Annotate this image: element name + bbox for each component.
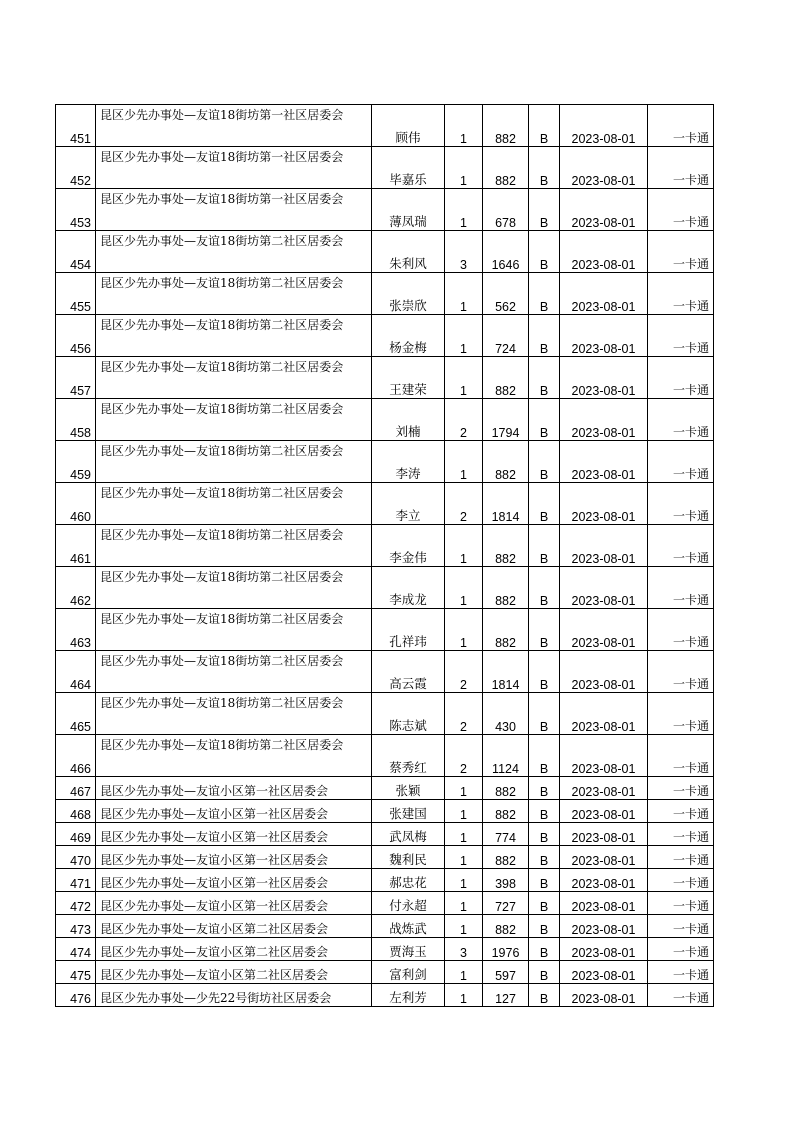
payment-method-cell: 一卡通: [648, 651, 714, 693]
name-cell: 毕嘉乐: [372, 147, 445, 189]
name-cell: 李金伟: [372, 525, 445, 567]
row-number-cell: 472: [56, 892, 96, 915]
payment-method-cell: 一卡通: [648, 823, 714, 846]
date-cell: 2023-08-01: [560, 800, 648, 823]
name-cell: 张崇欣: [372, 273, 445, 315]
payment-method-cell: 一卡通: [648, 800, 714, 823]
date-cell: 2023-08-01: [560, 273, 648, 315]
category-cell: B: [529, 525, 560, 567]
row-number-cell: 463: [56, 609, 96, 651]
date-cell: 2023-08-01: [560, 938, 648, 961]
row-number-cell: 465: [56, 693, 96, 735]
row-number-cell: 464: [56, 651, 96, 693]
payment-method-cell: 一卡通: [648, 483, 714, 525]
date-cell: 2023-08-01: [560, 651, 648, 693]
household-count-cell: 1: [445, 567, 483, 609]
category-cell: B: [529, 915, 560, 938]
row-number-cell: 454: [56, 231, 96, 273]
organization-cell: 昆区少先办事处—友谊小区第二社区居委会: [96, 938, 372, 961]
row-number-cell: 455: [56, 273, 96, 315]
payment-method-cell: 一卡通: [648, 735, 714, 777]
row-number-cell: 460: [56, 483, 96, 525]
payment-method-cell: 一卡通: [648, 441, 714, 483]
household-count-cell: 2: [445, 693, 483, 735]
category-cell: B: [529, 483, 560, 525]
organization-cell: 昆区少先办事处—友谊18街坊第二社区居委会: [96, 609, 372, 651]
category-cell: B: [529, 441, 560, 483]
organization-cell: 昆区少先办事处—友谊18街坊第一社区居委会: [96, 105, 372, 147]
date-cell: 2023-08-01: [560, 441, 648, 483]
organization-cell: 昆区少先办事处—友谊18街坊第二社区居委会: [96, 567, 372, 609]
name-cell: 杨金梅: [372, 315, 445, 357]
household-count-cell: 1: [445, 357, 483, 399]
amount-cell: 724: [483, 315, 529, 357]
amount-cell: 1814: [483, 651, 529, 693]
category-cell: B: [529, 231, 560, 273]
name-cell: 张颖: [372, 777, 445, 800]
category-cell: B: [529, 984, 560, 1007]
date-cell: 2023-08-01: [560, 315, 648, 357]
amount-cell: 882: [483, 357, 529, 399]
row-number-cell: 462: [56, 567, 96, 609]
date-cell: 2023-08-01: [560, 961, 648, 984]
table-row: [56, 846, 714, 869]
name-cell: 李成龙: [372, 567, 445, 609]
row-number-cell: 452: [56, 147, 96, 189]
date-cell: 2023-08-01: [560, 735, 648, 777]
amount-cell: 727: [483, 892, 529, 915]
payment-method-cell: 一卡通: [648, 357, 714, 399]
table-row: [56, 961, 714, 984]
payment-method-cell: 一卡通: [648, 231, 714, 273]
organization-cell: 昆区少先办事处—友谊小区第二社区居委会: [96, 915, 372, 938]
household-count-cell: 2: [445, 735, 483, 777]
table-row: [56, 147, 714, 189]
payment-method-cell: 一卡通: [648, 869, 714, 892]
name-cell: 薄凤瑞: [372, 189, 445, 231]
amount-cell: 882: [483, 105, 529, 147]
row-number-cell: 474: [56, 938, 96, 961]
name-cell: 武凤梅: [372, 823, 445, 846]
date-cell: 2023-08-01: [560, 105, 648, 147]
household-count-cell: 3: [445, 938, 483, 961]
row-number-cell: 457: [56, 357, 96, 399]
payment-method-cell: 一卡通: [648, 846, 714, 869]
household-count-cell: 1: [445, 777, 483, 800]
category-cell: B: [529, 651, 560, 693]
table-row: [56, 189, 714, 231]
amount-cell: 678: [483, 189, 529, 231]
row-number-cell: 470: [56, 846, 96, 869]
category-cell: B: [529, 399, 560, 441]
date-cell: 2023-08-01: [560, 189, 648, 231]
table-row: [56, 869, 714, 892]
category-cell: B: [529, 777, 560, 800]
table-row: [56, 892, 714, 915]
date-cell: 2023-08-01: [560, 231, 648, 273]
organization-cell: 昆区少先办事处—友谊18街坊第一社区居委会: [96, 189, 372, 231]
organization-cell: 昆区少先办事处—友谊18街坊第二社区居委会: [96, 315, 372, 357]
row-number-cell: 459: [56, 441, 96, 483]
category-cell: B: [529, 823, 560, 846]
row-number-cell: 468: [56, 800, 96, 823]
date-cell: 2023-08-01: [560, 567, 648, 609]
household-count-cell: 1: [445, 800, 483, 823]
row-number-cell: 475: [56, 961, 96, 984]
amount-cell: 882: [483, 777, 529, 800]
table-row: [56, 823, 714, 846]
name-cell: 李涛: [372, 441, 445, 483]
category-cell: B: [529, 961, 560, 984]
payment-method-cell: 一卡通: [648, 938, 714, 961]
amount-cell: 1794: [483, 399, 529, 441]
household-count-cell: 1: [445, 846, 483, 869]
category-cell: B: [529, 105, 560, 147]
household-count-cell: 3: [445, 231, 483, 273]
household-count-cell: 2: [445, 483, 483, 525]
row-number-cell: 476: [56, 984, 96, 1007]
row-number-cell: 453: [56, 189, 96, 231]
amount-cell: 882: [483, 609, 529, 651]
payment-method-cell: 一卡通: [648, 105, 714, 147]
organization-cell: 昆区少先办事处—友谊18街坊第一社区居委会: [96, 147, 372, 189]
category-cell: B: [529, 846, 560, 869]
category-cell: B: [529, 800, 560, 823]
table-row: [56, 525, 714, 567]
organization-cell: 昆区少先办事处—友谊18街坊第二社区居委会: [96, 231, 372, 273]
category-cell: B: [529, 735, 560, 777]
table-row: [56, 567, 714, 609]
row-number-cell: 466: [56, 735, 96, 777]
amount-cell: 562: [483, 273, 529, 315]
subsidy-table: [55, 104, 714, 1007]
payment-method-cell: 一卡通: [648, 273, 714, 315]
name-cell: 郝忠花: [372, 869, 445, 892]
name-cell: 贾海玉: [372, 938, 445, 961]
date-cell: 2023-08-01: [560, 147, 648, 189]
date-cell: 2023-08-01: [560, 777, 648, 800]
organization-cell: 昆区少先办事处—友谊小区第一社区居委会: [96, 869, 372, 892]
organization-cell: 昆区少先办事处—友谊小区第一社区居委会: [96, 777, 372, 800]
name-cell: 朱利风: [372, 231, 445, 273]
date-cell: 2023-08-01: [560, 525, 648, 567]
table-row: [56, 735, 714, 777]
category-cell: B: [529, 189, 560, 231]
date-cell: 2023-08-01: [560, 399, 648, 441]
household-count-cell: 1: [445, 105, 483, 147]
name-cell: 富利剑: [372, 961, 445, 984]
name-cell: 孔祥玮: [372, 609, 445, 651]
household-count-cell: 2: [445, 399, 483, 441]
amount-cell: 398: [483, 869, 529, 892]
table-row: [56, 800, 714, 823]
name-cell: 战炼武: [372, 915, 445, 938]
table-row: [56, 938, 714, 961]
amount-cell: 882: [483, 800, 529, 823]
table-row: [56, 609, 714, 651]
name-cell: 魏利民: [372, 846, 445, 869]
name-cell: 刘楠: [372, 399, 445, 441]
payment-method-cell: 一卡通: [648, 915, 714, 938]
table-row: [56, 441, 714, 483]
amount-cell: 1814: [483, 483, 529, 525]
date-cell: 2023-08-01: [560, 823, 648, 846]
date-cell: 2023-08-01: [560, 483, 648, 525]
household-count-cell: 1: [445, 609, 483, 651]
date-cell: 2023-08-01: [560, 357, 648, 399]
table-row: [56, 483, 714, 525]
row-number-cell: 473: [56, 915, 96, 938]
amount-cell: 1124: [483, 735, 529, 777]
amount-cell: 882: [483, 525, 529, 567]
amount-cell: 882: [483, 846, 529, 869]
payment-method-cell: 一卡通: [648, 892, 714, 915]
organization-cell: 昆区少先办事处—友谊小区第一社区居委会: [96, 800, 372, 823]
category-cell: B: [529, 693, 560, 735]
row-number-cell: 469: [56, 823, 96, 846]
amount-cell: 882: [483, 915, 529, 938]
name-cell: 左利芳: [372, 984, 445, 1007]
row-number-cell: 467: [56, 777, 96, 800]
payment-method-cell: 一卡通: [648, 567, 714, 609]
household-count-cell: 1: [445, 147, 483, 189]
household-count-cell: 1: [445, 525, 483, 567]
household-count-cell: 1: [445, 915, 483, 938]
amount-cell: 597: [483, 961, 529, 984]
organization-cell: 昆区少先办事处—友谊小区第一社区居委会: [96, 892, 372, 915]
table-row: [56, 915, 714, 938]
name-cell: 陈志斌: [372, 693, 445, 735]
organization-cell: 昆区少先办事处—友谊18街坊第二社区居委会: [96, 399, 372, 441]
amount-cell: 882: [483, 567, 529, 609]
table-row: [56, 693, 714, 735]
date-cell: 2023-08-01: [560, 892, 648, 915]
organization-cell: 昆区少先办事处—友谊18街坊第二社区居委会: [96, 483, 372, 525]
name-cell: 顾伟: [372, 105, 445, 147]
organization-cell: 昆区少先办事处—友谊小区第一社区居委会: [96, 846, 372, 869]
name-cell: 张建国: [372, 800, 445, 823]
table-row: [56, 315, 714, 357]
table-row: [56, 651, 714, 693]
organization-cell: 昆区少先办事处—友谊小区第二社区居委会: [96, 961, 372, 984]
payment-method-cell: 一卡通: [648, 984, 714, 1007]
payment-method-cell: 一卡通: [648, 189, 714, 231]
table-row: [56, 777, 714, 800]
payment-method-cell: 一卡通: [648, 961, 714, 984]
name-cell: 蔡秀红: [372, 735, 445, 777]
organization-cell: 昆区少先办事处—友谊18街坊第二社区居委会: [96, 735, 372, 777]
organization-cell: 昆区少先办事处—友谊18街坊第二社区居委会: [96, 651, 372, 693]
amount-cell: 1976: [483, 938, 529, 961]
payment-method-cell: 一卡通: [648, 315, 714, 357]
household-count-cell: 1: [445, 869, 483, 892]
category-cell: B: [529, 357, 560, 399]
table-row: [56, 231, 714, 273]
household-count-cell: 1: [445, 441, 483, 483]
organization-cell: 昆区少先办事处—少先22号街坊社区居委会: [96, 984, 372, 1007]
table-body: [56, 105, 714, 1007]
date-cell: 2023-08-01: [560, 869, 648, 892]
category-cell: B: [529, 567, 560, 609]
amount-cell: 882: [483, 147, 529, 189]
organization-cell: 昆区少先办事处—友谊18街坊第二社区居委会: [96, 441, 372, 483]
table-row: [56, 105, 714, 147]
amount-cell: 127: [483, 984, 529, 1007]
payment-method-cell: 一卡通: [648, 399, 714, 441]
row-number-cell: 458: [56, 399, 96, 441]
organization-cell: 昆区少先办事处—友谊18街坊第二社区居委会: [96, 357, 372, 399]
name-cell: 付永超: [372, 892, 445, 915]
household-count-cell: 2: [445, 651, 483, 693]
amount-cell: 882: [483, 441, 529, 483]
organization-cell: 昆区少先办事处—友谊小区第一社区居委会: [96, 823, 372, 846]
row-number-cell: 451: [56, 105, 96, 147]
date-cell: 2023-08-01: [560, 609, 648, 651]
category-cell: B: [529, 273, 560, 315]
table-row: [56, 273, 714, 315]
household-count-cell: 1: [445, 984, 483, 1007]
organization-cell: 昆区少先办事处—友谊18街坊第二社区居委会: [96, 525, 372, 567]
name-cell: 高云霞: [372, 651, 445, 693]
organization-cell: 昆区少先办事处—友谊18街坊第二社区居委会: [96, 273, 372, 315]
date-cell: 2023-08-01: [560, 984, 648, 1007]
amount-cell: 1646: [483, 231, 529, 273]
date-cell: 2023-08-01: [560, 693, 648, 735]
household-count-cell: 1: [445, 315, 483, 357]
household-count-cell: 1: [445, 892, 483, 915]
table-row: [56, 399, 714, 441]
household-count-cell: 1: [445, 961, 483, 984]
payment-method-cell: 一卡通: [648, 609, 714, 651]
date-cell: 2023-08-01: [560, 846, 648, 869]
category-cell: B: [529, 869, 560, 892]
payment-method-cell: 一卡通: [648, 525, 714, 567]
table-row: [56, 357, 714, 399]
payment-method-cell: 一卡通: [648, 777, 714, 800]
payment-method-cell: 一卡通: [648, 147, 714, 189]
category-cell: B: [529, 892, 560, 915]
row-number-cell: 461: [56, 525, 96, 567]
category-cell: B: [529, 147, 560, 189]
category-cell: B: [529, 315, 560, 357]
name-cell: 王建荣: [372, 357, 445, 399]
amount-cell: 774: [483, 823, 529, 846]
name-cell: 李立: [372, 483, 445, 525]
category-cell: B: [529, 938, 560, 961]
household-count-cell: 1: [445, 823, 483, 846]
row-number-cell: 456: [56, 315, 96, 357]
table-row: [56, 984, 714, 1007]
household-count-cell: 1: [445, 273, 483, 315]
organization-cell: 昆区少先办事处—友谊18街坊第二社区居委会: [96, 693, 372, 735]
category-cell: B: [529, 609, 560, 651]
date-cell: 2023-08-01: [560, 915, 648, 938]
row-number-cell: 471: [56, 869, 96, 892]
household-count-cell: 1: [445, 189, 483, 231]
payment-method-cell: 一卡通: [648, 693, 714, 735]
amount-cell: 430: [483, 693, 529, 735]
